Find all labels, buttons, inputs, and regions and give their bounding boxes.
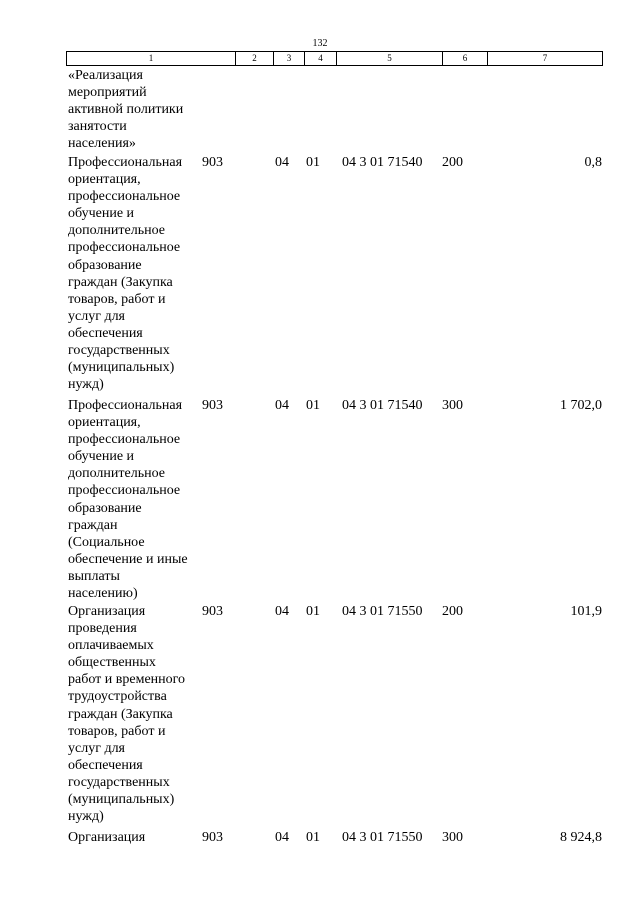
row-name-line: товаров, работ и	[68, 291, 166, 307]
row-name-line: «Реализация	[68, 68, 143, 83]
header-col-3: 3	[274, 52, 305, 66]
row-name-line: (муниципальных)	[68, 792, 175, 808]
row-name-line: (Социальное	[68, 534, 145, 550]
row-name	[68, 829, 200, 846]
row-target: 04 3 01 71540	[342, 155, 423, 170]
row-name-line: ориентация,	[68, 415, 141, 431]
header-col-6: 6	[443, 52, 488, 66]
row-name	[68, 397, 200, 602]
page-number: 132	[312, 38, 328, 49]
row-name-line: мероприятий	[68, 85, 147, 101]
row-name-line: нужд)	[68, 809, 104, 825]
row-name-line: нужд)	[68, 377, 104, 393]
header-row	[67, 52, 603, 66]
row-section: 04	[275, 398, 289, 413]
row-section: 04	[275, 604, 289, 619]
row-target: 04 3 01 71550	[342, 604, 423, 619]
row-name-line: Организация	[68, 604, 146, 619]
row-name-line: Организация	[68, 830, 146, 845]
row-type: 200	[442, 604, 463, 619]
row-name	[68, 67, 200, 152]
row-name-line: государственных	[68, 343, 170, 359]
row-amount: 0,8	[584, 155, 602, 170]
row-name-line: работ и временного	[68, 672, 186, 688]
row-code: 903	[202, 398, 223, 413]
row-name-line: (муниципальных)	[68, 360, 175, 376]
row-name-line: ориентация,	[68, 172, 141, 188]
row-code: 903	[202, 155, 223, 170]
row-name-line: проведения	[68, 621, 137, 637]
row-name-line: дополнительное	[68, 466, 165, 482]
header-col-2: 2	[236, 52, 274, 66]
row-amount: 1 702,0	[560, 398, 602, 413]
row-name-line: населения»	[68, 136, 136, 152]
row-subsection: 01	[306, 398, 320, 413]
row-name-line: образование	[68, 257, 142, 273]
row-subsection: 01	[306, 155, 320, 170]
row-name-line: государственных	[68, 774, 170, 790]
row-name-line: профессиональное	[68, 483, 181, 499]
row-name-line: оплачиваемых	[68, 638, 154, 654]
row-target: 04 3 01 71540	[342, 398, 423, 413]
row-name-line: граждан (Закупка	[68, 274, 173, 290]
header-col-4: 4	[305, 52, 337, 66]
row-target: 04 3 01 71550	[342, 830, 423, 845]
row-name	[68, 603, 200, 825]
row-name-line: услуг для	[68, 740, 125, 756]
row-name-line: активной политики	[68, 102, 184, 118]
row-section: 04	[275, 830, 289, 845]
row-name-line: товаров, работ и	[68, 723, 166, 739]
row-type: 200	[442, 155, 463, 170]
row-name-line: Профессиональная	[68, 155, 183, 170]
row-name-line: обучение и	[68, 206, 135, 222]
row-section: 04	[275, 155, 289, 170]
row-name-line: обеспечения	[68, 325, 143, 341]
row-name-line: выплаты	[68, 568, 120, 584]
row-name-line: граждан	[68, 517, 118, 533]
row-amount: 101,9	[570, 604, 602, 619]
row-code: 903	[202, 830, 223, 845]
row-name-line: Профессиональная	[68, 398, 183, 413]
row-amount: 8 924,8	[560, 830, 602, 845]
row-name-line: профессиональное	[68, 240, 181, 256]
row-subsection: 01	[306, 604, 320, 619]
column-number-header	[66, 51, 603, 66]
row-name-line: обеспечение и иные	[68, 551, 188, 567]
row-name-line: общественных	[68, 655, 156, 671]
header-col-7: 7	[488, 52, 603, 66]
row-name-line: занятости	[68, 119, 127, 135]
row-name-line: граждан (Закупка	[68, 706, 173, 722]
row-name-line: дополнительное	[68, 223, 165, 239]
header-col-5: 5	[337, 52, 443, 66]
row-subsection: 01	[306, 830, 320, 845]
row-code: 903	[202, 604, 223, 619]
row-name-line: обеспечения	[68, 757, 143, 773]
row-name-line: услуг для	[68, 308, 125, 324]
row-type: 300	[442, 830, 463, 845]
row-type: 300	[442, 398, 463, 413]
row-name-line: профессиональное	[68, 432, 181, 448]
row-name	[68, 154, 200, 393]
row-name-line: обучение и	[68, 449, 135, 465]
row-name-line: образование	[68, 500, 142, 516]
header-col-1: 1	[67, 52, 236, 66]
row-name-line: трудоустройства	[68, 689, 167, 705]
row-name-line: профессиональное	[68, 189, 181, 205]
row-name-line: населению)	[68, 586, 138, 602]
